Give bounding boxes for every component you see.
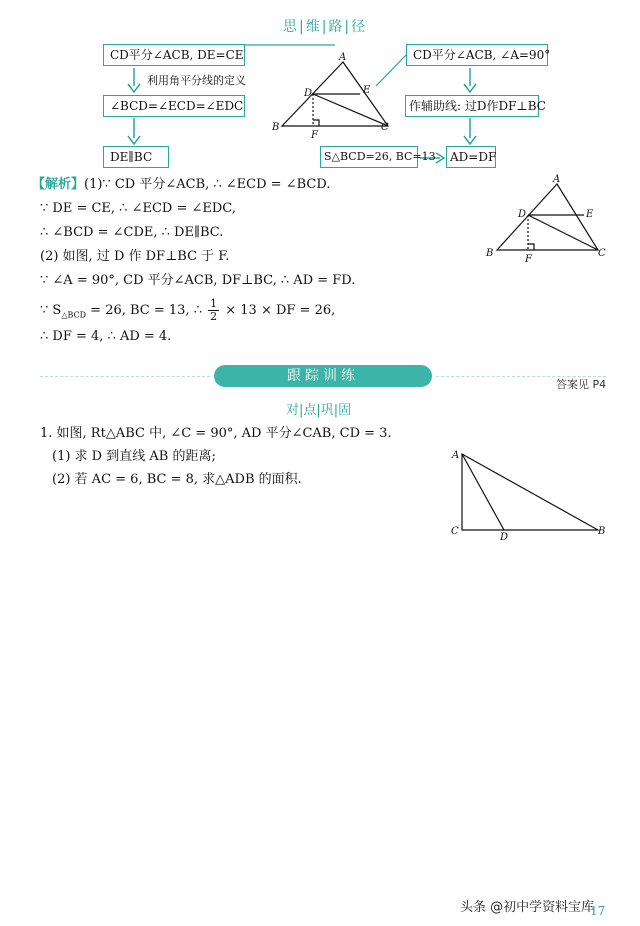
subsection-title: 对|点|巩|固 [286, 403, 352, 418]
solution-tag: 【解析】 [32, 177, 85, 192]
flow-box-conclusion: AD=DF [446, 146, 496, 168]
label-A-sol: A [553, 174, 561, 185]
exercise-q1-part2: (2) 若 AC = 6, BC = 8, 求△ADB 的面积. [52, 472, 302, 487]
section-title: 思|维|路|径 [283, 19, 368, 35]
label-B-top: B [272, 122, 280, 133]
label-A-top: A [339, 52, 347, 63]
label-E-top: E [363, 85, 371, 96]
watermark: 头条 @初中学资料宝库 [460, 900, 595, 915]
solution-line-1: 【解析】(1)∵ CD 平分∠ACB, ∴ ∠ECD = ∠BCD. [32, 177, 331, 192]
flow-box-given-left: CD平分∠ACB, DE=CE [103, 44, 245, 66]
label-A-rt: A [452, 450, 460, 461]
answer-reference: 答案见 P4 [556, 378, 607, 391]
section-banner: 跟踪训练 [214, 365, 432, 387]
arrow-down-2 [128, 118, 140, 144]
divider-left [40, 376, 210, 377]
flow-arrow-label: 利用角平分线的定义 [147, 74, 246, 87]
triangle-figure-top [282, 62, 388, 126]
triangle-figure-solution [480, 172, 610, 268]
exercise-q1-part1: (1) 求 D 到直线 AB 的距离; [52, 449, 216, 464]
label-F-sol: F [525, 254, 532, 265]
flow-box-angles: ∠BCD=∠ECD=∠EDC [103, 95, 245, 117]
solution-line-5: ∵ ∠A = 90°, CD 平分∠ACB, DF⊥BC, ∴ AD = FD. [40, 273, 356, 288]
label-D-rt: D [500, 532, 509, 543]
arrow-down-3 [464, 68, 476, 92]
label-E-sol: E [586, 209, 594, 220]
label-F-top: F [311, 130, 318, 141]
solution-line-3: ∴ ∠BCD = ∠CDE, ∴ DE∥BC. [40, 225, 224, 240]
label-C-rt: C [451, 526, 459, 537]
connector-right [376, 55, 406, 86]
label-D-sol: D [518, 209, 527, 220]
exercise-question-1: 1. 如图, Rt△ABC 中, ∠C = 90°, AD 平分∠CAB, CD = 3. [40, 426, 392, 441]
page-number: 17 [590, 904, 606, 918]
arrow-down-4 [464, 118, 476, 144]
fraction: $\frac{1}{2}$ [210, 297, 218, 323]
right-triangle-figure [448, 444, 612, 544]
solution-line-2: ∵ DE = CE, ∴ ∠ECD = ∠EDC, [40, 201, 236, 216]
label-C-top: C [381, 122, 389, 133]
solution-line-4: (2) 如图, 过 D 作 DF⊥BC 于 F. [40, 249, 230, 264]
label-D-top: D [304, 88, 313, 99]
label-B-sol: B [486, 248, 494, 259]
solution-line-6: ∵ $S_{\triangle BCD} = 26$, BC = 13, ∴ $\frac{1}{2}$ × 13 × DF = 26, [40, 297, 336, 323]
flow-box-given-right: CD平分∠ACB, ∠A=90° [406, 44, 548, 66]
flow-box-area: S△BCD=26, BC=13 [320, 146, 418, 168]
label-B-rt: B [598, 526, 606, 537]
solution-line-7: ∴ DF = 4, ∴ AD = 4. [40, 329, 172, 344]
flow-box-aux-line: 作辅助线: 过D作DF⊥BC [405, 95, 539, 117]
flow-box-parallel: DE∥BC [103, 146, 169, 168]
label-C-sol: C [598, 248, 606, 259]
arrow-down-1 [128, 68, 140, 92]
